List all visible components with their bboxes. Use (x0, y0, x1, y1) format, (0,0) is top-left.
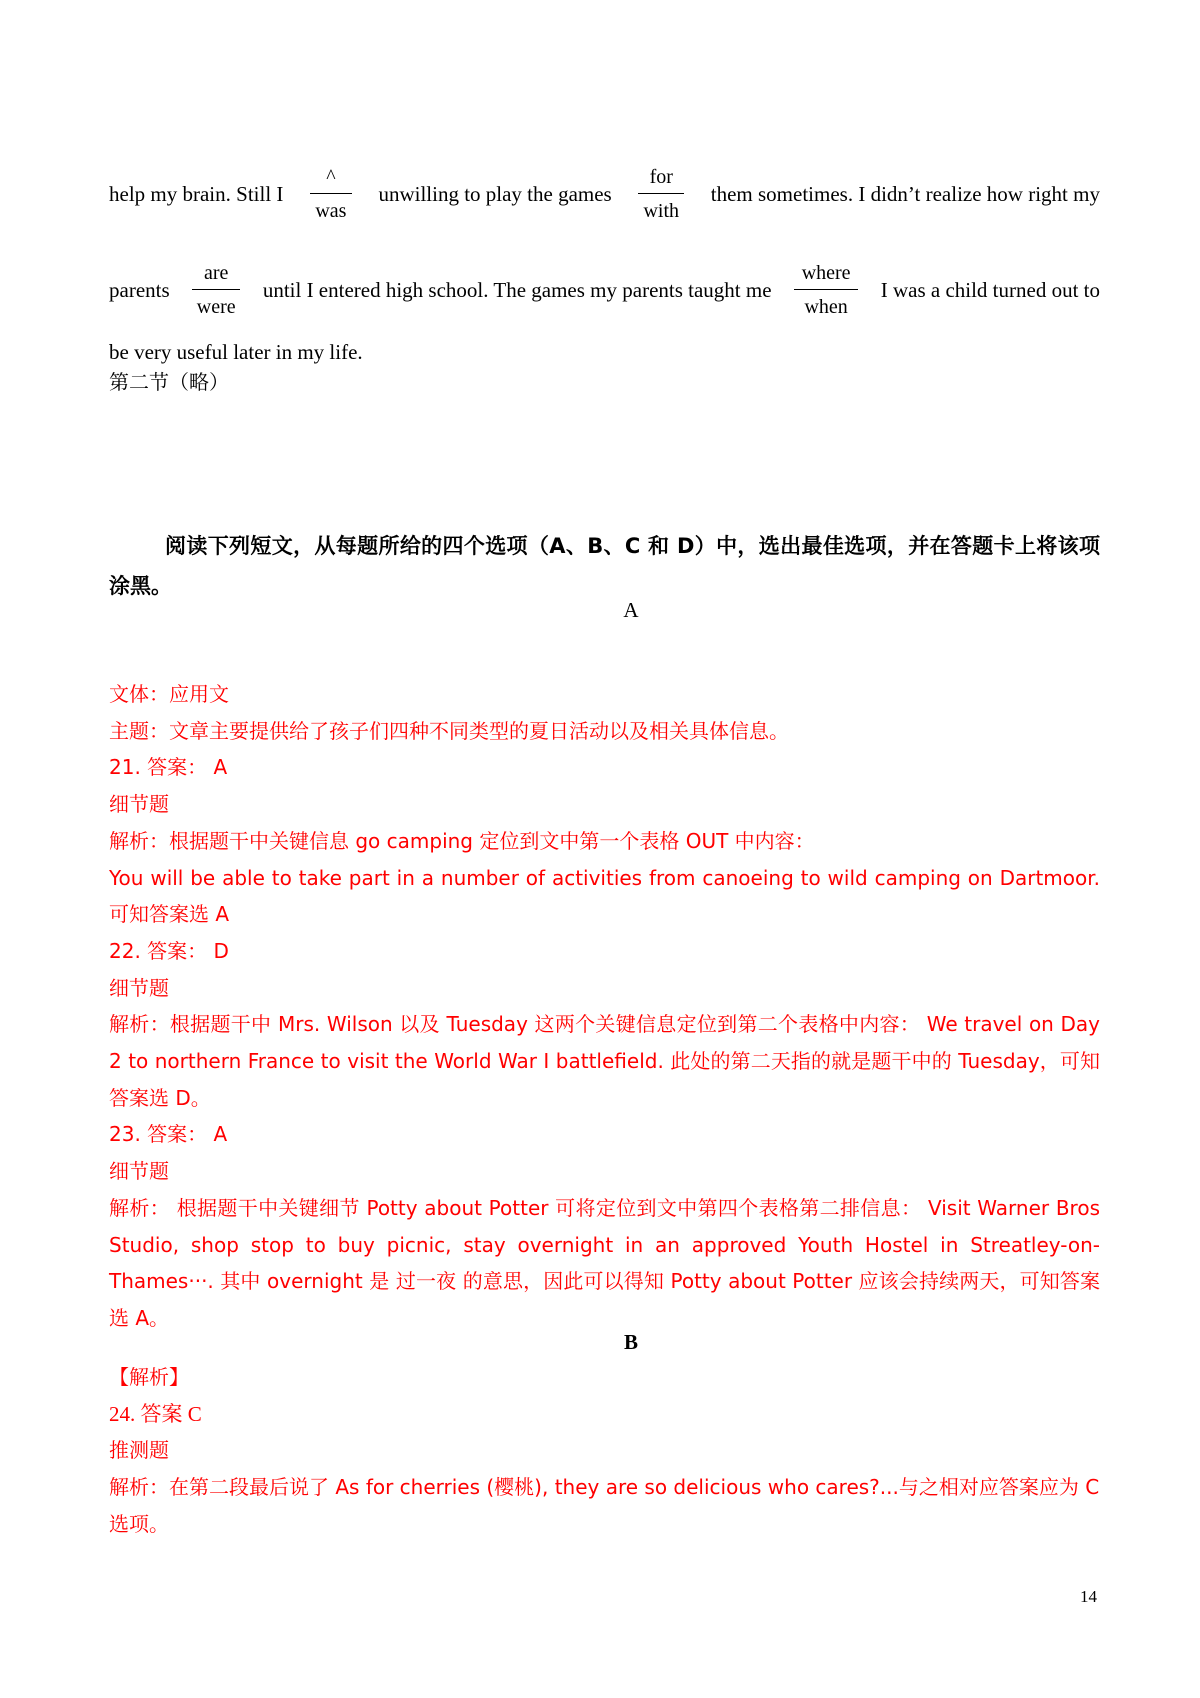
q21-analysis: 解析：根据题干中关键信息 go camping 定位到文中第一个表格 OUT 中内容： (109, 828, 815, 853)
section-two-note: 第二节（略） (109, 370, 229, 394)
correction-for-with: $\frac{\text{for}}{\text{with}}$ (638, 166, 684, 222)
q24-analysis: 解析：在第二段最后说了 As for cherries (樱桃), they are so delicious who cares?...与之相对应答案应为 C 选项。 (109, 1475, 1100, 1536)
correction-are-were: $\frac{\text{are}}{\text{were}}$ (192, 262, 240, 318)
q22-answer: 22. 答案： D (109, 938, 229, 963)
q21-quote: You will be able to take part in a number of activities from canoeing to wild camping on Dartmoor. (109, 865, 1100, 890)
correction-line-3: be very useful later in my life. (109, 340, 363, 364)
line2-before: parents (109, 278, 170, 302)
passage-a-label: A (623, 598, 639, 622)
passage-a-analysis (109, 676, 1100, 1337)
theme-line: 主题：文章主要提供给了孩子们四种不同类型的夏日活动以及相关具体信息。 (109, 718, 789, 743)
analysis-header: 【解析】 (109, 1365, 189, 1389)
passage-b-analysis (109, 1359, 1100, 1543)
correction-insert-was: $\frac{\^{}}{\text{was}}$ (310, 166, 352, 222)
page-number: 14 (1080, 1587, 1097, 1606)
line1-middle: unwilling to play the games (378, 182, 612, 206)
q21-answer: 21. 答案： A (109, 755, 228, 780)
q24-type: 推测题 (109, 1438, 169, 1463)
caret-mark: ^ (326, 166, 336, 188)
correction-line-1 (109, 166, 1100, 222)
line1-before: help my brain. Still I (109, 182, 284, 206)
reading-instruction: 阅读下列短文，从每题所给的四个选项（A、B、C 和 D）中，选出最佳选项，并在答题卡上将该项涂黑。 (109, 534, 1100, 598)
passage-b-label: B (623, 1330, 638, 1354)
q23-analysis: 解析： 根据题干中关键细节 Potty about Potter 可将定位到文中第四个表格第二排信息： Visit Warner Bros Studio, shop stop to buy picnic, stay overnight in an approved Youth Hostel in Streatley-on-Thames···. 其中 overnight 是 过一夜 的意思，因此可以得知 Potty about Potter 应该会持续两天，可知答案选 A。 (109, 1195, 1100, 1330)
q24-answer: 24. 答案 C (109, 1401, 202, 1426)
q21-conclusion: 可知答案选 A (109, 902, 230, 927)
correction-where-when: $\frac{\text{where}}{\text{when}}$ (794, 262, 858, 318)
q23-answer: 23. 答案： A (109, 1122, 228, 1147)
q23-type: 细节题 (109, 1159, 169, 1184)
line1-after: them sometimes. I didn’t realize how right my (710, 182, 1100, 206)
q22-analysis: 解析：根据题干中 Mrs. Wilson 以及 Tuesday 这两个关键信息定位到第二个表格中内容： We travel on Day 2 to northern France to visit the World War I battlefield. 此处的第二天指的就是题干中的 Tuesday，可知答案选 D。 (109, 1012, 1100, 1110)
line2-middle: until I entered high school. The games my parents taught me (262, 278, 772, 302)
correction-line-2 (109, 262, 1100, 318)
q21-type: 细节题 (109, 792, 169, 817)
line2-after: I was a child turned out to (880, 278, 1100, 302)
genre-line: 文体：应用文 (109, 682, 229, 706)
q22-type: 细节题 (109, 975, 169, 1000)
